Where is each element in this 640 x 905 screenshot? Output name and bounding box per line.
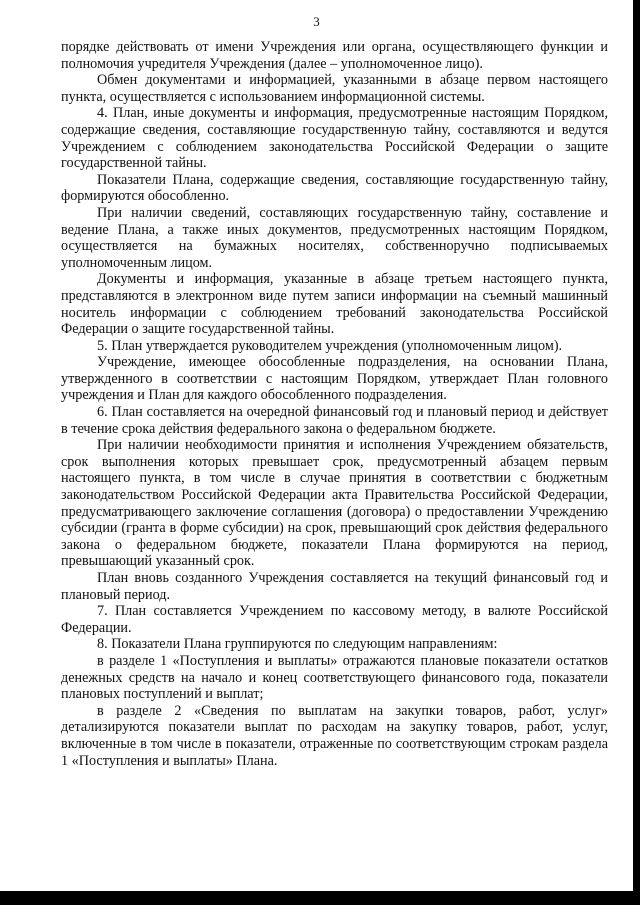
paragraph: 6. План составляется на очередной финансовый год и плановый период и действует в течение срока действия федерального закона о федеральном бюджете. — [61, 404, 608, 437]
paragraph: порядке действовать от имени Учреждения или органа, осуществляющего функции и полномочия учредителя Учреждения (далее – уполномоченное лицо). — [61, 39, 608, 72]
document-body — [61, 39, 608, 769]
paragraph: Показатели Плана, содержащие сведения, составляющие государственную тайну, формируются обособленно. — [61, 171, 608, 205]
paragraph: При наличии необходимости принятия и исполнения Учреждением обязательств, срок выполнения которых превышает срок, предусмотренный абзацем первым настоящего пункта, в том числе в случае принятия в соответствии с бюджетным законодательством Российской Федерации акта Правительства Российской Федерации, предусматривающего заключение соглашения (договора) о предоставлении Учреждению субсидии (гранта в форме субсидии) на срок, превышающий срок действия федерального закона о федеральном бюджете, показатели Плана формируются на период, превышающий указанный срок. — [61, 437, 608, 570]
paragraph: При наличии сведений, составляющих государственную тайну, составление и ведение Плана, а также иных документов, предусмотренных настоящим Порядком, осуществляется на бумажных носителях, собственноручно подписываемых уполномоченным лицом. — [61, 204, 608, 271]
paragraph: План вновь созданного Учреждения составляется на текущий финансовый год и плановый период. — [61, 570, 608, 603]
paragraph: 4. План, иные документы и информация, предусмотренные настоящим Порядком, содержащие сведения, составляющие государственную тайну, составляются и ведутся Учреждением с соблюдением законодательства Российской Федерации о защите государственной тайны. — [61, 105, 608, 172]
paragraph: в разделе 1 «Поступления и выплаты» отражаются плановые показатели остатков денежных средств на начало и конец соответствующего финансового года, показатели плановых поступлений и выплат; — [61, 652, 608, 703]
paragraph: 7. План составляется Учреждением по кассовому методу, в валюте Российской Федерации. — [61, 603, 608, 636]
paragraph: Обмен документами и информацией, указанными в абзаце первом настоящего пункта, осуществляется с использованием информационной системы. — [61, 72, 608, 105]
paragraph: 8. Показатели Плана группируются по следующим направлениям: — [97, 636, 498, 653]
paragraph: Документы и информация, указанные в абзаце третьем настоящего пункта, представляются в электронном виде путем записи информации на съемный машинный носитель информации с соблюдением требований законодательства Российской Федерации о защите государственной тайны. — [61, 271, 608, 338]
paragraph: 5. План утверждается руководителем учреждения (уполномоченным лицом). — [97, 337, 563, 354]
page-number: 3 — [313, 14, 320, 29]
paragraph: Учреждение, имеющее обособленные подразделения, на основании Плана, утвержденного в соответствии с настоящим Порядком, утверждает План головного учреждения и План для каждого обособленного подразделения. — [61, 354, 608, 404]
paragraph: в разделе 2 «Сведения по выплатам на закупки товаров, работ, услуг» детализируются показатели выплат по расходам на закупку товаров, работ, услуг, включенные в том числе в показатели, отраженные по соответствующим строкам раздела 1 «Поступления и выплаты» Плана. — [61, 702, 608, 769]
scan-bottom-border — [0, 891, 633, 905]
